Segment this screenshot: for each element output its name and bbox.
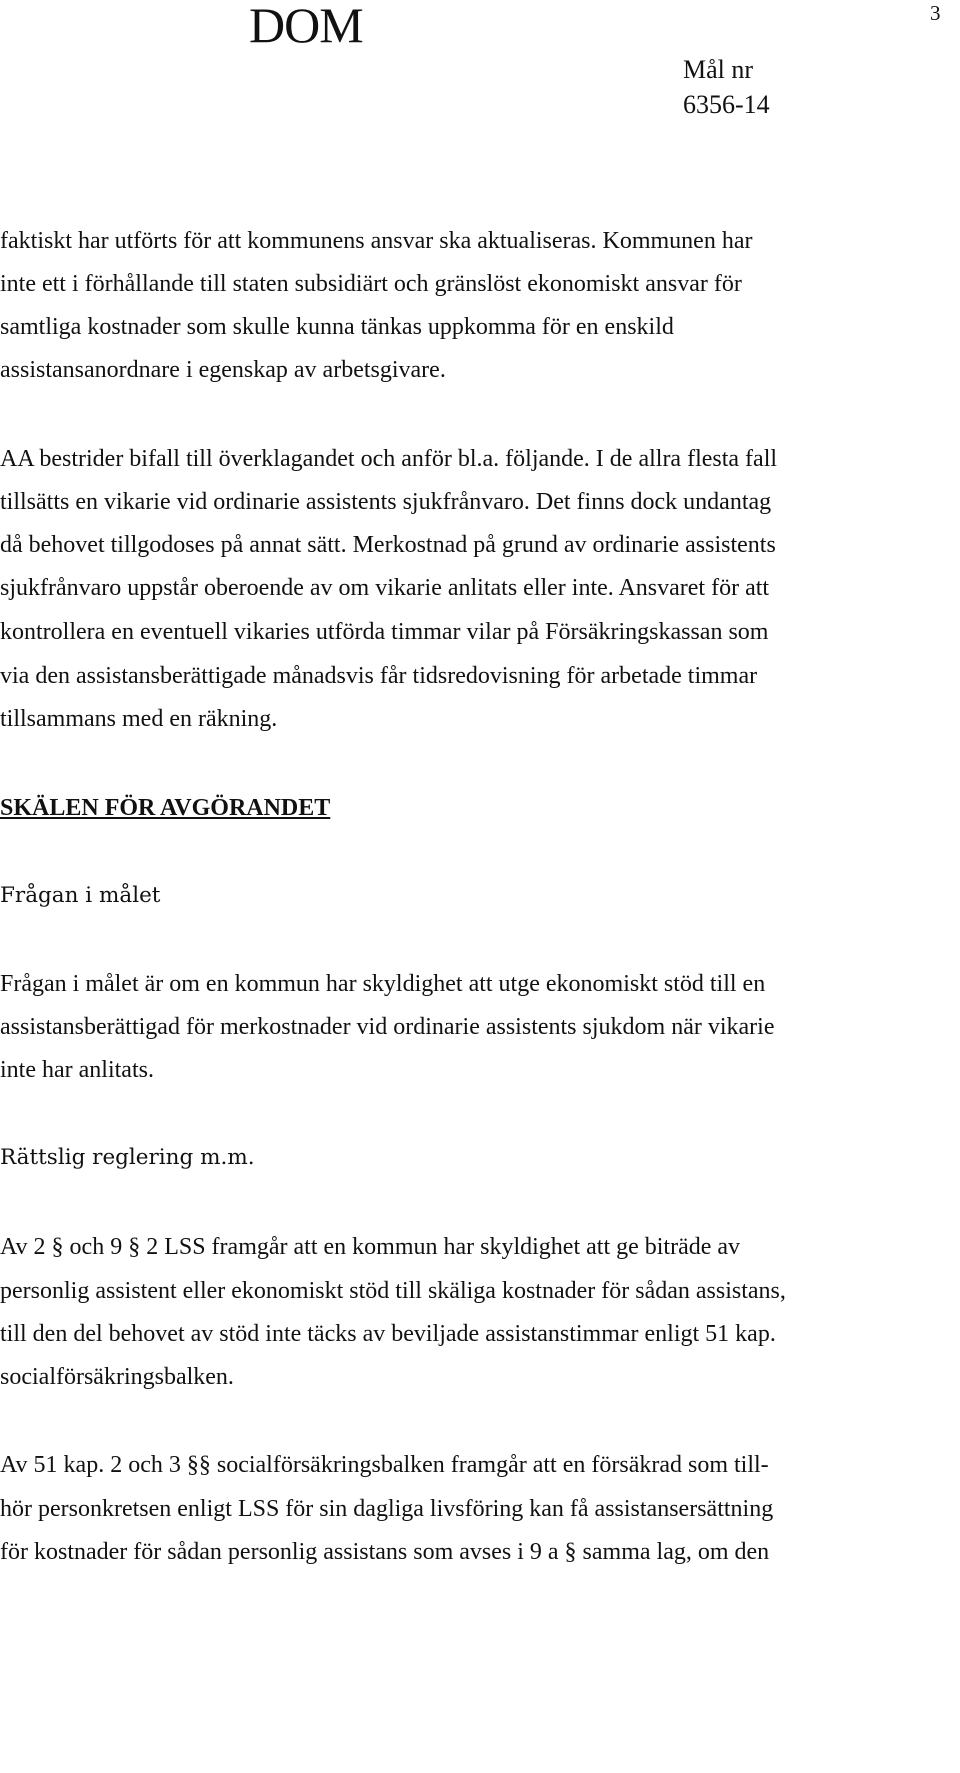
body-line: tillsätts en vikarie vid ordinarie assistents sjukfrånvaro. Det finns dock undantag	[0, 489, 772, 515]
document-title: DOM	[249, 0, 363, 53]
body-line: assistansberättigad för merkostnader vid ordinarie assistents sjukdom när vikarie	[0, 1014, 775, 1040]
case-number-label: Mål nr	[683, 55, 754, 84]
body-line: Frågan i målet är om en kommun har skyldighet att utge ekonomiskt stöd till en	[0, 971, 766, 997]
body-line: samtliga kostnader som skulle kunna tänkas uppkomma för en enskild	[0, 314, 674, 340]
body-line: AA bestrider bifall till överklagandet och anför bl.a. följande. I de allra flesta fall	[0, 446, 778, 472]
section-heading: SKÄLEN FÖR AVGÖRANDET	[0, 795, 331, 821]
body-line: då behovet tillgodoses på annat sätt. Merkostnad på grund av ordinarie assistents	[0, 532, 776, 558]
body-line: personlig assistent eller ekonomiskt stöd till skäliga kostnader för sådan assistans,	[0, 1278, 786, 1304]
body-line: inte ett i förhållande till staten subsidiärt och gränslöst ekonomiskt ansvar för	[0, 271, 742, 297]
subsection-heading: Rättslig reglering m.m.	[0, 1145, 255, 1170]
body-line: faktiskt har utförts för att kommunens ansvar ska aktualiseras. Kommunen har	[0, 228, 753, 254]
body-line: till den del behovet av stöd inte täcks av beviljade assistanstimmar enligt 51 kap.	[0, 1321, 776, 1347]
body-line: tillsammans med en räkning.	[0, 706, 278, 732]
body-line: Av 51 kap. 2 och 3 §§ socialförsäkringsbalken framgår att en försäkrad som till-	[0, 1452, 769, 1478]
case-number: 6356-14	[683, 90, 770, 119]
body-line: assistansanordnare i egenskap av arbetsgivare.	[0, 357, 446, 383]
body-line: Av 2 § och 9 § 2 LSS framgår att en kommun har skyldighet att ge biträde av	[0, 1234, 741, 1260]
body-line: inte har anlitats.	[0, 1057, 154, 1083]
body-line: sjukfrånvaro uppstår oberoende av om vikarie anlitats eller inte. Ansvaret för att	[0, 575, 770, 601]
page-number: 3	[930, 1, 941, 25]
body-line: via den assistansberättigade månadsvis får tidsredovisning för arbetade timmar	[0, 663, 758, 689]
body-line: för kostnader för sådan personlig assistans som avses i 9 a § samma lag, om den	[0, 1539, 770, 1565]
body-line: kontrollera en eventuell vikaries utförda timmar vilar på Försäkringskassan som	[0, 619, 769, 645]
body-line: hör personkretsen enligt LSS för sin dagliga livsföring kan få assistansersättning	[0, 1496, 774, 1522]
body-line: socialförsäkringsbalken.	[0, 1364, 234, 1390]
subsection-heading: Frågan i målet	[0, 883, 161, 908]
